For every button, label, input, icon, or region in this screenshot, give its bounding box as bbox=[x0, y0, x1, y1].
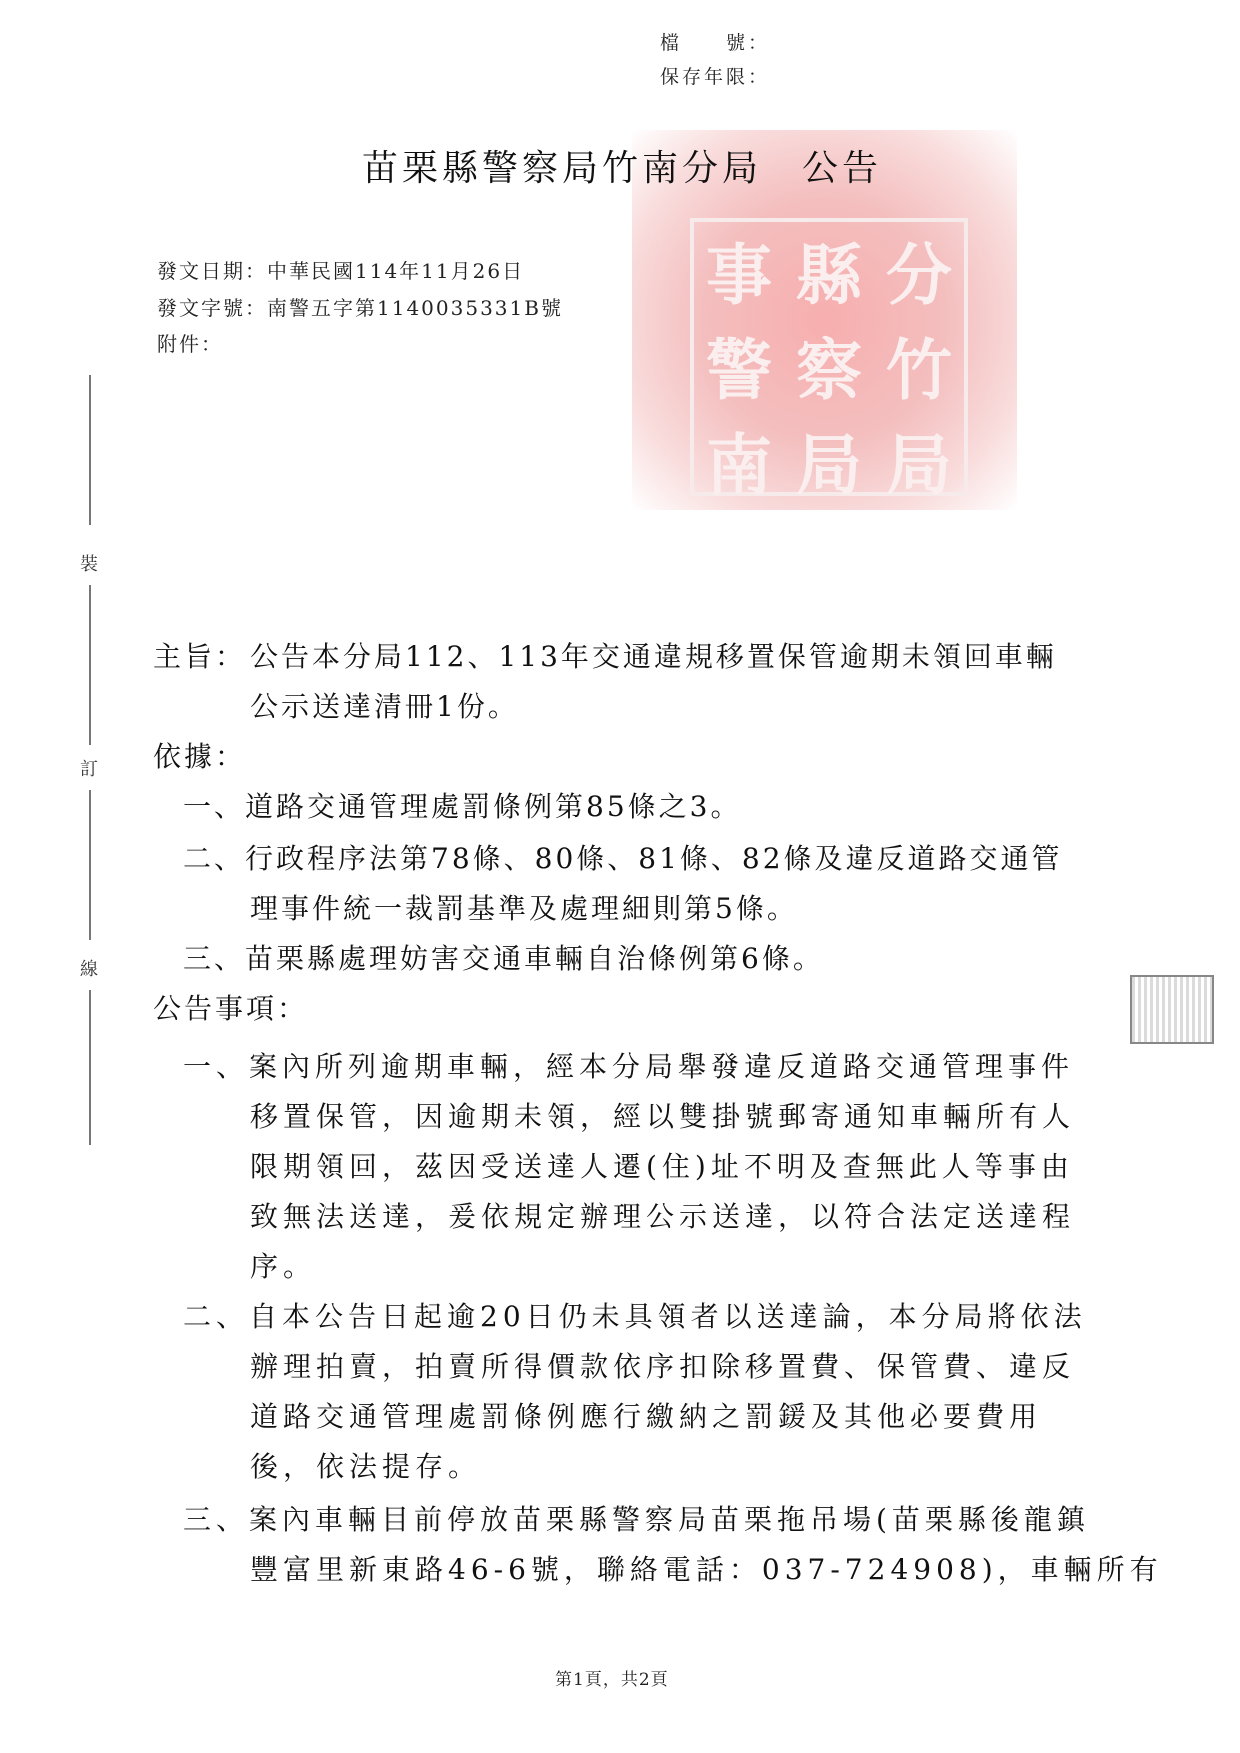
notice-item-1-line-1: 一、案內所列逾期車輛，經本分局舉發違反道路交通管理事件 bbox=[183, 1050, 1075, 1083]
basis-item-3: 三、苗栗縣處理妨害交通車輛自治條例第6條。 bbox=[183, 942, 824, 975]
document-title: 苗栗縣警察局竹南分局 公告 bbox=[362, 148, 883, 189]
notice-item-1-line-3: 限期領回，茲因受送達人遷(住)址不明及查無此人等事由 bbox=[250, 1150, 1074, 1183]
basis-item-2: 二、行政程序法第78條、80條、81條、82條及違反道路交通管 bbox=[183, 842, 1063, 875]
partial-seal-stamp bbox=[1130, 975, 1214, 1044]
issue-date: 發文日期：中華民國114年11月26日 bbox=[157, 259, 525, 283]
document-number: 發文字號：南警五字第1140035331B號 bbox=[157, 296, 563, 320]
basis-label: 依據： bbox=[153, 740, 247, 773]
notice-item-1-line-5: 序。 bbox=[250, 1250, 317, 1283]
binding-line-low bbox=[89, 790, 91, 940]
binding-char-ding: 訂 bbox=[80, 759, 98, 780]
notice-item-2-line-2: 辦理拍賣，拍賣所得價款依序扣除移置費、保管費、違反 bbox=[250, 1350, 1076, 1383]
notice-item-2-line-1: 二、自本公告日起逾20日仍未具領者以送達論，本分局將依法 bbox=[183, 1300, 1087, 1333]
basis-item-1: 一、道路交通管理處罰條例第85條之3。 bbox=[183, 790, 742, 823]
notice-item-2-line-3: 道路交通管理處罰條例應行繳納之罰鍰及其他必要費用 bbox=[250, 1400, 1043, 1433]
page-number: 第1頁，共2頁 bbox=[555, 1670, 669, 1690]
file-number-label: 檔 號： bbox=[660, 32, 771, 54]
notice-item-1-line-4: 致無法送達，爰依規定辦理公示送達，以符合法定送達程 bbox=[250, 1200, 1076, 1233]
basis-item-2-cont: 理事件統一裁罰基準及處理細則第5條。 bbox=[250, 892, 798, 925]
subject-label: 主旨： bbox=[153, 640, 247, 673]
notice-item-2-line-4: 後，依法提存。 bbox=[250, 1450, 482, 1483]
seal-characters: 事 縣 分 警 察 竹 南 局 局 bbox=[690, 218, 968, 496]
notice-item-1-line-2: 移置保管，因逾期未領，經以雙掛號郵寄通知車輛所有人 bbox=[250, 1100, 1076, 1133]
binding-line-top bbox=[89, 375, 91, 525]
retention-period-label: 保存年限： bbox=[660, 66, 771, 88]
binding-char-xian: 線 bbox=[80, 959, 98, 980]
subject-line-1: 公告本分局112、113年交通違規移置保管逾期未領回車輛 bbox=[250, 640, 1057, 673]
notice-item-3-line-1: 三、案內車輛目前停放苗栗縣警察局苗栗拖吊場(苗栗縣後龍鎮 bbox=[183, 1503, 1090, 1536]
binding-line-bottom bbox=[89, 990, 91, 1145]
binding-line-mid bbox=[89, 585, 91, 745]
attachment-label: 附件： bbox=[157, 332, 223, 356]
notice-item-3-line-2: 豐富里新東路46-6號，聯絡電話：037-724908)，車輛所有 bbox=[250, 1553, 1163, 1586]
notice-label: 公告事項： bbox=[153, 992, 309, 1025]
subject-line-2: 公示送達清冊1份。 bbox=[250, 690, 519, 723]
binding-char-zhuang: 裝 bbox=[80, 554, 98, 575]
